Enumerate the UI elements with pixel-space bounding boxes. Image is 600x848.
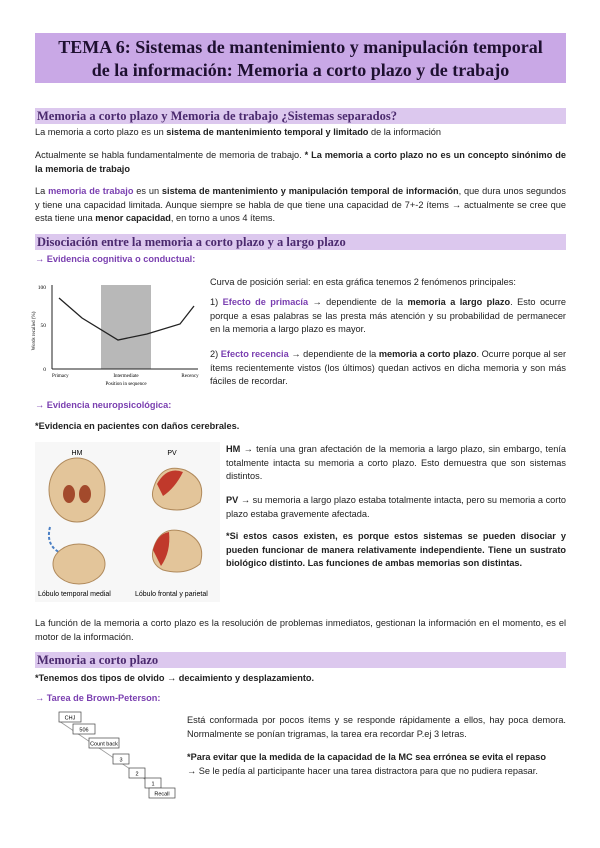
graph-xtick-intermediate: Intermediate (113, 374, 139, 379)
s1-paragraph-2: Actualmente se habla fundamentalmente de memoria de trabajo. * La memoria a corto plazo no es un concepto sinónimo de la memoria de trabajo (35, 150, 566, 174)
evidencia-cognitiva-label: → Evidencia cognitiva o conductual: (35, 254, 196, 264)
serial-position-graph (30, 276, 202, 391)
brain-label-pv: PV (167, 450, 177, 457)
card-recall-text: Recall (154, 791, 170, 798)
intermediate-shaded-region (101, 285, 151, 369)
section-heading-2: Disociación entre la memoria a corto plazo y a largo plazo (35, 234, 566, 250)
pv-description: PV → su memoria a largo plazo estaba totalmente intacta, pero su memoria a corto plazo estaba gravemente afectada. (226, 495, 566, 519)
brain-lesion-figure (35, 442, 220, 602)
hm-brain-top-icon (49, 458, 105, 522)
graph-y-label: Words recalled (%) (32, 311, 37, 351)
distractora-text: → Se le pedía al participante hacer una tarea distractora para que no pudiera repasar. (187, 766, 538, 776)
card-count-back-text: Count back (90, 741, 118, 748)
hm-brain-bottom-icon (53, 544, 105, 584)
graph-xtick-primacy: Primacy (52, 374, 69, 379)
evidencia-neuro-label: → Evidencia neuropsicológica: (35, 400, 172, 410)
graph-ytick-0: 0 (43, 367, 46, 373)
hm-lesion-left (63, 485, 75, 503)
s1-paragraph-3: La memoria de trabajo es un sistema de mantenimiento y manipulación temporal de información, que dura unos segundos y tiene una capacidad limitada. Aunque siempre se habla de que tiene una capacidad de 7+-2 ítems → actualmente se cree que esta tiene una menor capacidad, en torno a unos 4 ítems. (35, 186, 566, 223)
card-1-text: 1 (151, 781, 155, 788)
olvido-text: *Tenemos dos tipos de olvido → decaimiento y desplazamiento. (35, 673, 315, 683)
card-2-text: 2 (135, 771, 139, 778)
hm-lesion-right (79, 485, 91, 503)
conformada-text: Está conformada por pocos ítems y se responde rápidamente a ellos, hay poca demora. Normalmente se ponían trigramas, la tarea era recordar P.ej 3 letras. (187, 715, 566, 739)
graph-xtick-recency: Recency (181, 374, 199, 379)
pacientes-text: *Evidencia en pacientes con daños cerebrales. (35, 421, 240, 431)
curva-text: Curva de posición serial: en esta gráfica tenemos 2 fenómenos principales: (210, 277, 516, 287)
efecto-primacia-text: 1) Efecto de primacía → dependiente de la memoria a largo plazo. Esto ocurre porque a esas palabras se las presta más atención y su probabilidad de permanecer en la memoria a largo plazo es mayor. (210, 297, 566, 334)
brain-caption-1: Lóbulo temporal medial (38, 591, 111, 598)
title-line-1: TEMA 6: Sistemas de mantenimiento y manipulación temporal (58, 37, 543, 57)
hm-description: HM → tenía una gran afectación de la memoria a largo plazo, sin embargo, tenía totalmente intacta su memoria a corto plazo. Esto demuestra que son sistemas distintos. (226, 444, 566, 481)
si-estos-casos-text: *Si estos casos existen, es porque estos sistemas se pueden disociar y pueden funcionar de manera relativamente independiente. Tiene un sustrato biológico distinto. Las funciones de ambas memorias son distintas. (226, 531, 566, 568)
brown-peterson-label: → Tarea de Brown-Peterson: (35, 693, 161, 703)
brain-caption-2: Lóbulo frontal y parietal (135, 591, 208, 598)
graph-ytick-100: 100 (37, 285, 46, 291)
page-title (35, 33, 566, 83)
graph-ytick-50: 50 (40, 323, 46, 329)
title-line-2: de la información: Memoria a corto plazo y de trabajo (91, 60, 510, 80)
efecto-recencia-text: 2) Efecto recencia → dependiente de la memoria a corto plazo. Ocurre porque al ser ítems recientemente vistos (los últimos) quedan activos en dicha memoria y son más fáciles de recordar. (210, 349, 567, 386)
brown-peterson-diagram (55, 708, 180, 800)
section-heading-3: Memoria a corto plazo (35, 652, 566, 668)
evitar-repaso-text: *Para evitar que la medida de la capacidad de la MC sea errónea se evita el repaso (187, 752, 546, 762)
card-506-text: 506 (79, 727, 89, 734)
card-3-text: 3 (119, 757, 123, 764)
card-chj-text: CHJ (64, 715, 76, 722)
brain-label-hm: HM (71, 450, 83, 457)
s1-paragraph-1: La memoria a corto plazo es un sistema de mantenimiento temporal y limitado de la información (35, 127, 441, 137)
section-heading-1: Memoria a corto plazo y Memoria de trabajo ¿Sistemas separados? (35, 108, 566, 124)
funcion-mcp-text: La función de la memoria a corto plazo es la resolución de problemas inmediatos, gestionan la información en el momento, es el motor de la información. (35, 618, 566, 642)
graph-x-label: Position in sequence (105, 382, 147, 387)
